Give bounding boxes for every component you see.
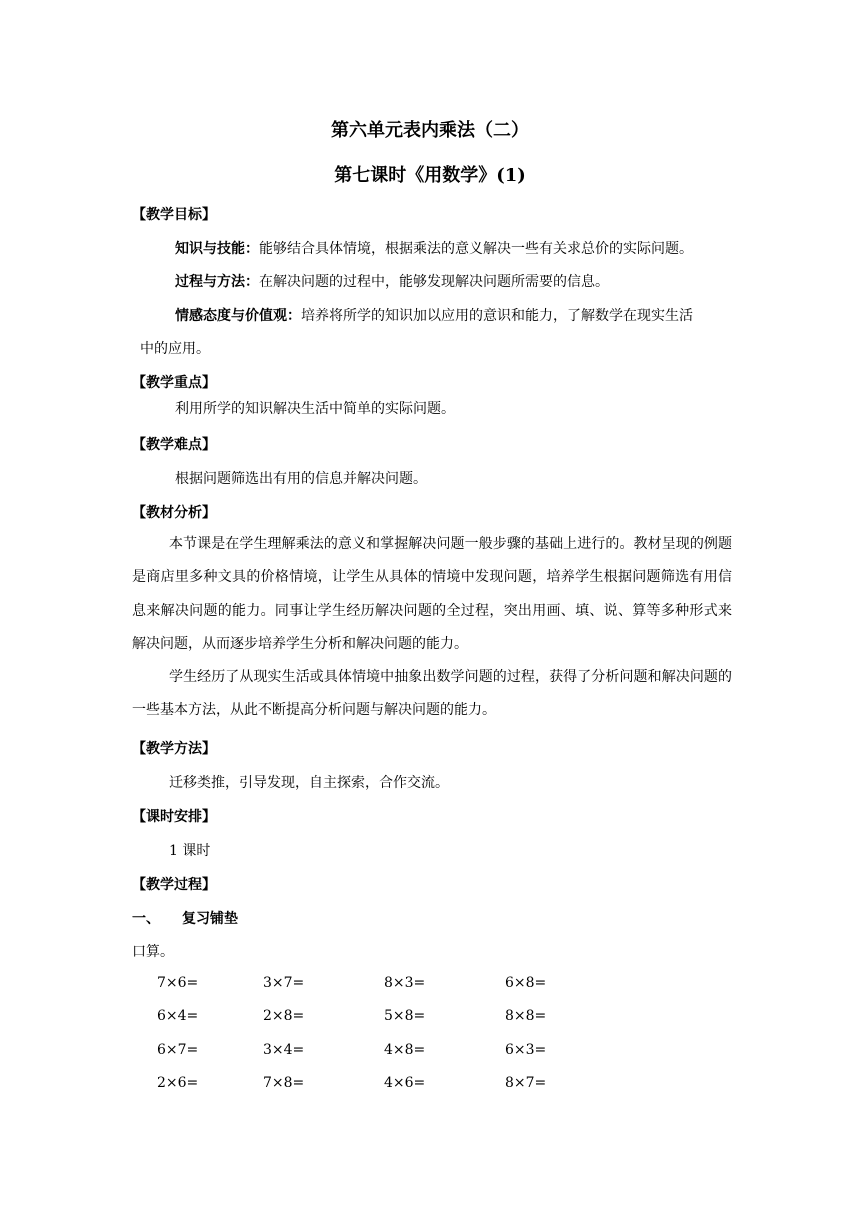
oral-item: 2×8= — [263, 1008, 305, 1025]
objective-process-label: 过程与方法： — [175, 274, 259, 290]
difficulties-heading: 【教学难点】 — [132, 437, 216, 453]
oral-item: 8×3= — [384, 975, 426, 991]
oral-item: 3×4= — [263, 1041, 305, 1058]
objective-attitude-continued: 中的应用。 — [140, 341, 210, 357]
oral-item: 2×6= — [157, 1074, 199, 1091]
objective-knowledge-text: 能够结合具体情境，根据乘法的意义解决一些有关求总价的实际问题。 — [259, 241, 693, 257]
process-step-1-number: 一、 — [132, 911, 160, 927]
oral-item: 4×6= — [384, 1074, 426, 1091]
oral-item: 6×4= — [157, 1008, 199, 1025]
methods-heading: 【教学方法】 — [132, 741, 216, 757]
objective-process — [175, 271, 609, 291]
objective-attitude-text: 培养将所学的知识加以应用的意识和能力，了解数学在现实生活 — [301, 308, 693, 324]
objective-knowledge — [175, 238, 693, 258]
oral-item: 3×7= — [263, 975, 305, 991]
methods-text: 迁移类推，引导发现，自主探索，合作交流。 — [169, 775, 449, 791]
process-step-1-title: 复习铺垫 — [182, 911, 238, 927]
oral-item: 6×7= — [157, 1041, 199, 1058]
analysis-paragraph-1: 本节课是在学生理解乘法的意义和掌握解决问题一般步骤的基础上进行的。教材呈现的例题是商店里多种文具的价格情境，让学生从具体的情境中发现问题，培养学生根据问题筛选有用信息来解决问题的能力。同事让学生经历解决问题的全过程，突出用画、填、说、算等多种形式来解决问题，从而逐步培养学生分析和解决问题的能力。 — [132, 536, 732, 652]
process-heading: 【教学过程】 — [132, 877, 216, 893]
objective-attitude-label: 情感态度与价值观： — [175, 308, 301, 324]
schedule-text: 1 课时 — [169, 843, 211, 859]
analysis-heading: 【教材分析】 — [132, 505, 216, 521]
oral-calculation-label: 口算。 — [132, 944, 174, 960]
oral-item: 5×8= — [384, 1008, 426, 1025]
oral-item: 7×8= — [263, 1074, 305, 1091]
schedule-heading: 【课时安排】 — [132, 809, 216, 825]
document-subtitle: 第七课时《用数学》(1) — [334, 165, 526, 186]
key-points-heading: 【教学重点】 — [132, 375, 216, 391]
objective-process-text: 在解决问题的过程中，能够发现解决问题所需要的信息。 — [259, 274, 609, 290]
oral-item: 6×3= — [505, 1041, 547, 1058]
objective-attitude — [175, 305, 693, 325]
oral-item: 7×6= — [157, 975, 199, 991]
oral-item: 4×8= — [384, 1041, 426, 1058]
oral-item: 6×8= — [505, 975, 547, 991]
key-points-text: 利用所学的知识解决生活中简单的实际问题。 — [175, 401, 455, 417]
document-title: 第六单元表内乘法（二） — [331, 120, 529, 141]
oral-item: 8×8= — [505, 1008, 547, 1025]
oral-item: 8×7= — [505, 1074, 547, 1091]
process-step-1 — [132, 908, 238, 928]
analysis-paragraph-2: 学生经历了从现实生活或具体情境中抽象出数学问题的过程，获得了分析问题和解决问题的一些基本方法，从此不断提高分析问题与解决问题的能力。 — [132, 669, 732, 719]
objective-knowledge-label: 知识与技能： — [175, 241, 259, 257]
objectives-heading: 【教学目标】 — [132, 207, 216, 223]
difficulties-text: 根据问题筛选出有用的信息并解决问题。 — [175, 471, 427, 487]
